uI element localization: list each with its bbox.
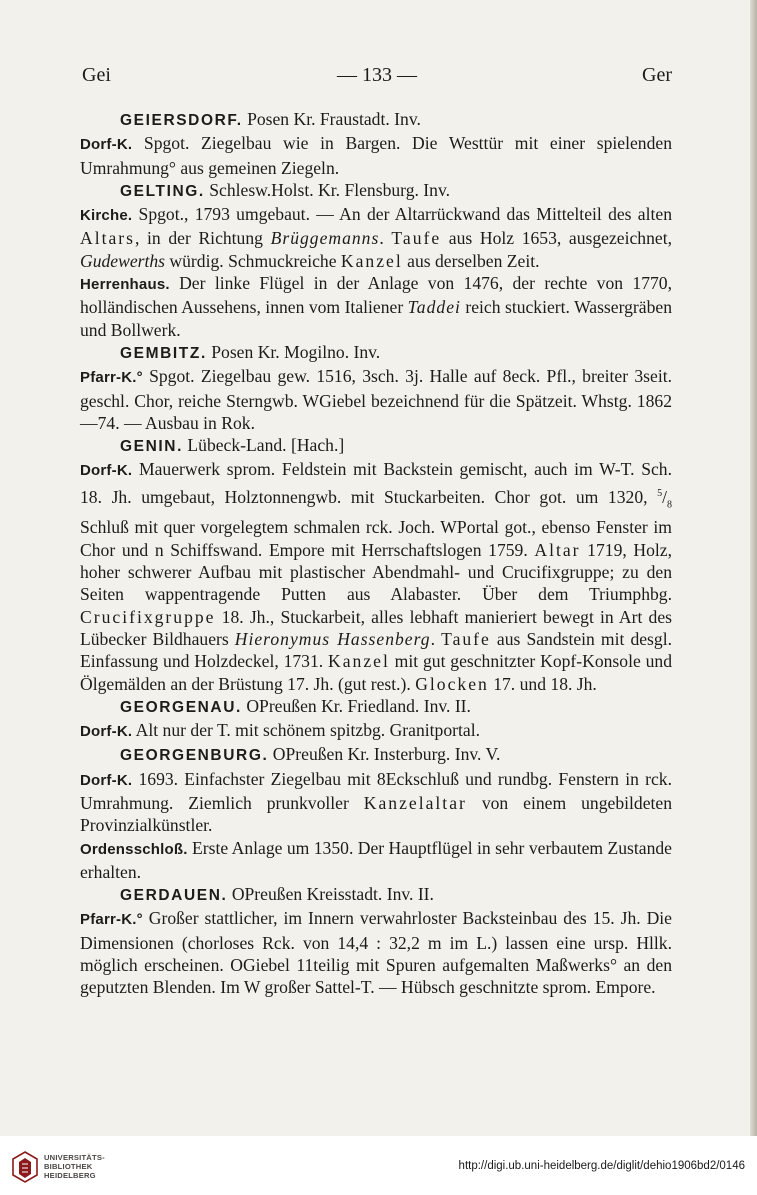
entry-heading: GEIERSDORF. Posen Kr. Fraustadt. Inv. (120, 109, 421, 129)
fraction-numerator: 5 (657, 487, 663, 499)
entry-heading: GERDAUEN. OPreußen Kreisstadt. Inv. II. (120, 884, 434, 905)
entry-paragraph: Ordensschloß. Erste Anlage um 1350. Der Hauptflügel in sehr verbautem Zustande erhalten. (80, 837, 672, 882)
page-number: — 133 — (337, 64, 417, 86)
building-label: Pfarr-K.° (80, 369, 143, 387)
entry-heading: GEORGENBURG. OPreußen Kr. Insterburg. Inv. V. (120, 744, 501, 765)
place-name: GEORGENBURG. (120, 747, 269, 765)
entry-georgenau (80, 695, 672, 744)
building-label: Pfarr-K.° (80, 911, 143, 929)
building-label: Dorf-K. (80, 771, 133, 789)
viewer-footer (0, 1136, 757, 1195)
building-label: Dorf-K. (80, 136, 133, 154)
building-label: Kirche. (80, 207, 133, 225)
building-label: Ordensschloß. (80, 840, 188, 858)
entry-gerdauen (80, 883, 672, 998)
building-label: Herrenhaus. (80, 276, 170, 294)
entry-paragraph: Pfarr-K.° Großer stattlicher, im Innern verwahrloster Backsteinbau des 15. Jh. Die Dimensionen (chorloses Rck. von 14,4 : 32,2 m im L.) lassen eine ursp. Hllk. möglich erscheinen. OGiebel 11teilig mit Spuren aufgemalten Maßwerks° an den geputzten Blenden. Im W großer Sattel-T. — Hübsch geschnitzte sprom. Empore. (80, 908, 672, 998)
entry-paragraph: Dorf-K. Alt nur der T. mit schönem spitzbg. Granitportal. (80, 720, 480, 741)
entry-paragraph: Kirche. Spgot., 1793 umgebaut. — An der Altarrückwand das Mittelteil des alten Altars, in der Richtung Brüggemanns. Taufe aus Holz 1653, ausgezeichnet, Gudewerths würdig. Schmuckreiche Kanzel aus derselben Zeit. (80, 204, 672, 271)
entry-geiersdorf (80, 108, 672, 179)
page-edge (750, 0, 757, 1195)
entry-heading: GEMBITZ. Posen Kr. Mogilno. Inv. (120, 341, 381, 362)
entries-text (80, 108, 672, 999)
entry-paragraph: Herrenhaus. Der linke Flügel in der Anlage von 1476, der rechte von 1770, holländischen Aussehens, innen vom Italiener Taddei reich stuckiert. Wassergräben und Bollwerk. (80, 273, 672, 340)
entry-heading: GEORGENAU. OPreußen Kr. Friedland. Inv. II. (120, 695, 471, 716)
place-name: GEORGENAU. (120, 698, 242, 716)
entry-heading: GELTING. Schlesw.Holst. Kr. Flensburg. Inv. (120, 179, 451, 200)
fraction-denominator: 8 (667, 499, 672, 511)
heidelberg-library-logo-icon (10, 1150, 40, 1184)
running-head (82, 64, 672, 90)
entry-paragraph: Dorf-K. Spgot. Ziegelbau wie in Bargen. Die Westtür mit einer spielenden Umrahmung° aus gemeinen Ziegeln. (80, 133, 672, 178)
building-label: Dorf-K. (80, 723, 133, 741)
entry-paragraph: Dorf-K. Mauerwerk sprom. Feldstein mit Backstein gemischt, auch im W-T. Sch. 18. Jh. umgebaut, Holztonnengwb. mit Stuckarbeiten. Chor got. um 1320, $^5/_8$ Schluß mit quer vorgelegtem schmalen rck. Joch. WPortal got., ebenso Fenster im Chor und n Schiffswand. Empore mit Herrschaftslogen 1759. Altar 1719, Holz, hoher schwerer Aufbau mit plastischer Abendmahl- und Crucifixgruppe; zu den Seiten wappentragende Putten aus Alabaster. Über dem Triumphbg. Crucifixgruppe 18. Jh., Stuckarbeit, alles lebhaft manieriert bewegt in Art des Lübecker Bildhauers Hieronymus Hassenberg. Taufe aus Sandstein mit desgl. Einfassung und Holzdeckel, 1731. Kanzel mit gut geschnitzter Kopf-Konsole und Ölgemälden an der Brüstung 17. Jh. (gut rest.). Glocken 17. und 18. Jh. (80, 459, 673, 694)
place-name: GEIERSDORF. (120, 112, 243, 129)
library-name: UNIVERSITÄTS- BIBLIOTHEK HEIDELBERG (44, 1153, 105, 1180)
entry-gembitz (80, 341, 672, 434)
place-name: GELTING. (120, 182, 205, 200)
entry-paragraph: Pfarr-K.° Spgot. Ziegelbau gew. 1516, 3sch. 3j. Halle auf 8eck. Pfl., breiter 3seit. geschl. Chor, reiche Sterngwb. WGiebel bezeichnend für die Spätzeit. Whstg. 1862—74. — Ausbau in Rok. (80, 366, 672, 433)
place-name: GERDAUEN. (120, 887, 228, 905)
place-name: GEMBITZ. (120, 344, 207, 362)
running-head-left: Gei (82, 64, 111, 86)
entry-genin (80, 434, 672, 695)
entry-gelting (80, 179, 672, 341)
entry-paragraph: Dorf-K. 1693. Einfachster Ziegelbau mit 8Eckschluß und rundbg. Fenstern in rck. Umrahmung. Ziemlich prunkvoller Kanzelaltar von einem ungebildeten Provinzialkünstler. (80, 768, 672, 836)
running-head-right: Ger (642, 64, 672, 86)
entry-heading: GENIN. Lübeck-Land. [Hach.] (120, 435, 345, 456)
entry-georgenburg (80, 743, 672, 883)
place-name: GENIN. (120, 438, 183, 456)
permalink-url[interactable]: http://digi.ub.uni-heidelberg.de/diglit/dehio1906bd2/0146 (458, 1160, 745, 1172)
building-label: Dorf-K. (80, 462, 133, 480)
